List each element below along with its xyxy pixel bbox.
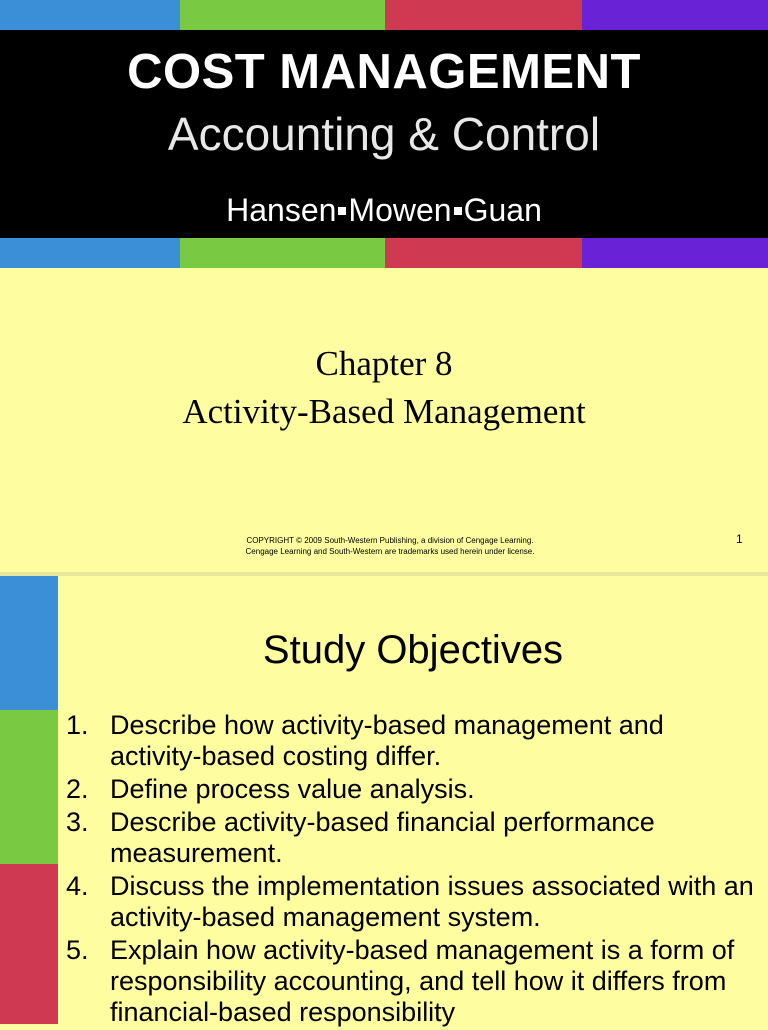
list-item (66, 710, 762, 772)
bottom-color-bar-red (385, 238, 582, 268)
list-item (66, 807, 762, 869)
sidebar-color-blue (0, 576, 58, 710)
bottom-color-bar-purple (582, 238, 768, 268)
copyright-line-2: Cengage Learning and South-Western are trademarks used herein under license. (245, 547, 535, 556)
top-color-bar-blue (0, 0, 180, 30)
objectives-list (66, 710, 762, 1030)
square-bullet-icon (454, 207, 462, 215)
author-2: Mowen (348, 192, 452, 228)
author-1: Hansen (226, 192, 337, 228)
chapter-title: Activity-Based Management (182, 392, 586, 431)
bottom-color-bar-green (180, 238, 385, 268)
list-item-text: Define process value analysis. (110, 774, 475, 804)
list-item (66, 935, 762, 1028)
list-item-text: Explain how activity-based management is a form of responsibility accounting, and tell how it differs from financial-based responsibility (110, 935, 735, 1027)
top-color-bar-green (180, 0, 385, 30)
list-item-number: 2. (66, 774, 89, 804)
list-item-text: Describe activity-based financial performance measurement. (110, 807, 655, 868)
list-item-number: 1. (66, 710, 89, 740)
chapter-heading (0, 340, 768, 436)
slide-divider (0, 572, 768, 576)
list-item-number: 5. (66, 935, 89, 965)
list-item (66, 871, 762, 933)
list-item-text: Discuss the implementation issues associated with an activity-based management system. (110, 871, 754, 932)
copyright-notice (200, 535, 580, 557)
study-objectives-title: Study Objectives (262, 628, 564, 672)
book-subtitle: Accounting & Control (167, 108, 601, 160)
page-number: 1 (736, 532, 743, 546)
list-item-number: 3. (66, 807, 89, 837)
copyright-line-1: COPYRIGHT © 2009 South-Western Publishing, a division of Cengage Learning. (246, 536, 534, 545)
list-item (66, 774, 762, 805)
list-item-number: 4. (66, 871, 89, 901)
book-title: COST MANAGEMENT (127, 45, 641, 99)
chapter-number: Chapter 8 (315, 344, 453, 383)
author-3: Guan (463, 192, 542, 228)
sidebar-color-red (0, 864, 58, 1024)
authors (0, 190, 768, 230)
top-color-bar-red (385, 0, 582, 30)
sidebar-color-green (0, 710, 58, 864)
square-bullet-icon (338, 207, 346, 215)
top-color-bar-purple (582, 0, 768, 30)
bottom-color-bar-blue (0, 238, 180, 268)
list-item-text: Describe how activity-based management and activity-based costing differ. (110, 710, 664, 771)
